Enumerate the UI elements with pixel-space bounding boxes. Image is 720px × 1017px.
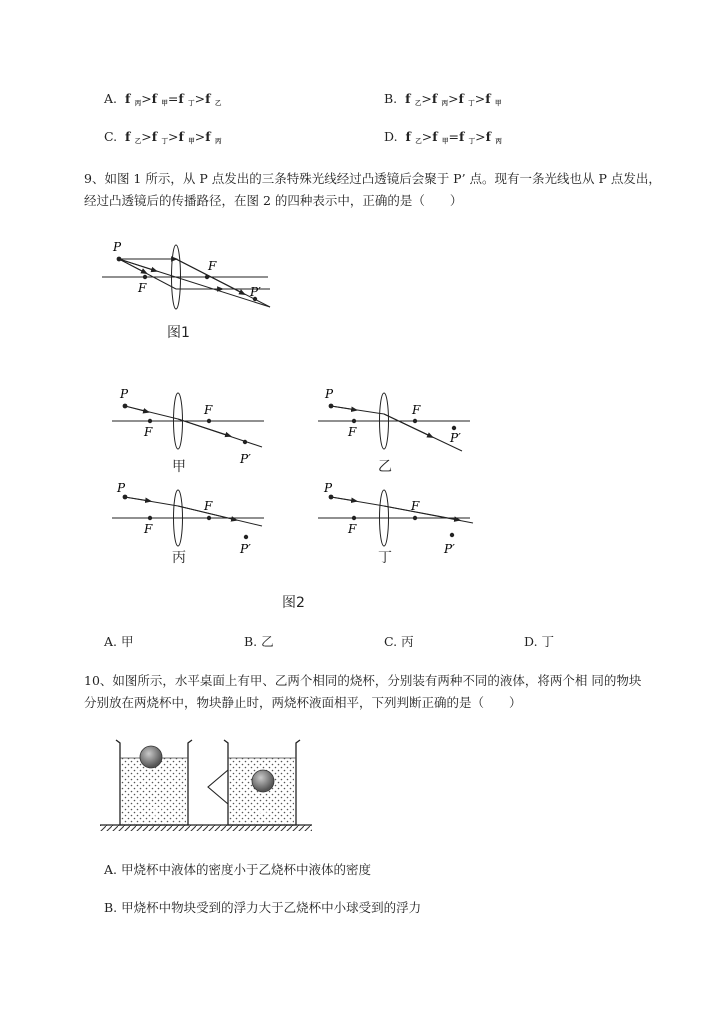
lens-subscript: 乙 [414,99,422,107]
jia-label-f-right: F [204,403,213,417]
comparison-operator: > [421,129,433,144]
focal-length-term: f $_乙$ [125,129,142,145]
fig1-label-f-left: F [138,281,147,295]
focal-length-term: f $_丁$ [458,91,475,107]
jia-label-p: P [120,387,129,401]
comparison-operator: > [141,91,152,106]
beakers-figure [100,730,320,840]
jia-label-f-left: F [144,425,153,439]
beaker-yi-label: 乙 [258,801,272,817]
comparison-operator: > [194,91,206,106]
figure-2-yi-caption: 乙 [378,459,392,475]
focal-length-term: f $_乙$ [405,129,422,145]
q9-stem-line2: 经过凸透镜后的传播路径，在图 2 的四种表示中，正确的是（ ） [84,193,463,208]
q10-stem-line1: 10、如图所示，水平桌面上有甲、乙两个相同的烧杯，分别装有两种不同的液体，将两个相 同的物块 [84,673,642,688]
comparison-operator: > [168,129,179,144]
focal-length-term: f $_甲$ [485,91,502,107]
focal-length-term: f $_甲$ [178,129,195,145]
focal-length-term: f $_丁$ [178,91,195,107]
q9-stem [84,168,684,212]
figure-2-bing-caption: 丙 [172,550,186,566]
figure-1-caption: 图1 [167,325,190,341]
bing-label-f-left: F [144,522,153,536]
q9-option-a: A. 甲 [104,634,134,649]
lens-subscript: 丙 [441,99,449,107]
lens-subscript: 丙 [134,99,142,107]
bing-label-p-prime: P′ [240,542,251,556]
fig1-label-f-right: F [208,259,217,273]
lens-subscript: 乙 [214,99,222,107]
q10-option-a: A. 甲烧杯中液体的密度小于乙烧杯中液体的密度 [104,862,372,877]
q8-option-c [104,128,221,150]
focal-length-term: f $_甲$ [432,129,449,145]
focal-length-term: f $_丁$ [151,129,168,145]
q10-option-b: B. 甲烧杯中物块受到的浮力大于乙烧杯中小球受到的浮力 [104,900,422,915]
lens-subscript: 丁 [161,137,168,145]
lens-subscript: 丁 [468,137,476,145]
comparison-operator: > [141,129,152,144]
option-letter: A. [104,91,125,106]
q9-option-b: B. 乙 [244,634,274,649]
comparison-operator: > [194,129,206,144]
option-letter: D. [384,129,406,144]
lens-subscript: 乙 [134,137,142,145]
lens-subscript: 丙 [214,137,222,145]
focal-length-term: f $_丙$ [124,91,142,107]
bing-label-f-right: F [204,499,213,513]
lens-subscript: 乙 [415,137,422,145]
figure-2-ding-caption: 丁 [378,550,392,566]
jia-label-p-prime: P′ [240,452,251,466]
q9-stem-line1: 9、如图 1 所示，从 P 点发出的三条特殊光线经过凸透镜后会聚于 P’ 点。现有一条光线也从 P 点发出， [84,171,661,186]
yi-label-f-left: F [348,425,357,439]
comparison-operator: > [474,91,486,106]
yi-label-p: P [325,387,334,401]
focal-length-term: f $_丙$ [485,129,502,145]
q8-option-a [104,90,221,112]
figure-2-bing [108,483,268,568]
figure-2-jia [108,384,268,469]
q10-stem [84,670,684,714]
yi-label-f-right: F [412,403,421,417]
focal-length-term: f $_丙$ [431,91,449,107]
focal-length-term: f $_甲$ [151,91,168,107]
comparison-operator: = [448,129,459,144]
focal-length-term: f $_丁$ [458,129,476,145]
figure-2-ding [314,483,479,568]
ding-label-p: P [324,483,333,495]
comparison-operator: = [167,91,179,106]
q8-option-d [384,128,502,150]
lens-subscript: 甲 [495,99,502,107]
beaker-jia-label: 甲 [149,803,163,819]
q8-option-b [384,90,502,112]
lens-subscript: 丁 [188,99,195,107]
figure-1-diagram [100,232,280,342]
option-letter: B. [384,91,406,106]
comparison-operator: > [421,91,432,106]
q9-option-c: C. 丙 [384,634,414,649]
focal-length-term: f $_乙$ [205,91,222,107]
lens-subscript: 丙 [495,137,502,145]
comparison-operator: > [448,91,459,106]
q10-stem-line2: 分别放在两烧杯中，物块静止时，两烧杯液面相平，下列判断正确的是（ ） [84,695,522,710]
fig1-label-p: P [113,240,122,254]
lens-subscript: 丁 [468,99,475,107]
lens-subscript: 甲 [441,137,449,145]
ding-label-f-right: F [411,499,420,513]
figure-2-caption: 图2 [282,595,305,611]
option-letter: C. [104,129,126,144]
focal-length-term: f $_丙$ [205,129,222,145]
bing-label-p: P [117,483,126,495]
lens-subscript: 甲 [161,99,168,107]
lens-subscript: 甲 [188,137,195,145]
comparison-operator: > [475,129,486,144]
yi-label-p-prime: P′ [450,431,461,445]
ding-label-p-prime: P′ [444,542,455,556]
ding-label-f-left: F [348,522,357,536]
fig1-label-p-prime: P′ [250,285,261,299]
figure-2-jia-caption: 甲 [172,459,186,475]
figure-2-yi [314,384,474,469]
q9-option-d: D. 丁 [524,634,555,649]
focal-length-term: f $_乙$ [405,91,422,107]
